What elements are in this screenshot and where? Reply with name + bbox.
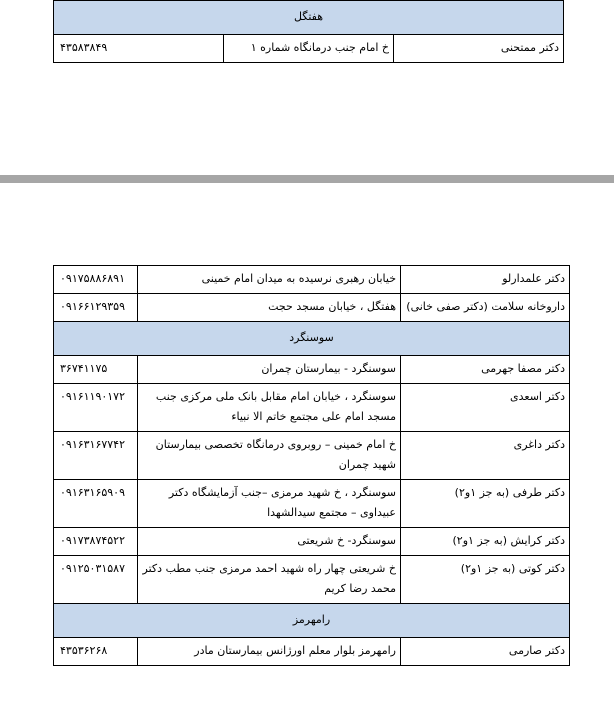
pharmacy-table-top bbox=[53, 0, 564, 63]
doctor-name: داروخانه سلامت (دکتر صفی خانی) bbox=[401, 294, 570, 322]
doctor-name: دکتر صارمی bbox=[401, 638, 570, 666]
phone-number: ۴۳۵۸۳۸۴۹ bbox=[54, 35, 224, 63]
phone-number: ۰۹۱۶۶۱۲۹۳۵۹ bbox=[54, 294, 138, 322]
table-row bbox=[54, 294, 570, 322]
section-title: هفتگل bbox=[54, 1, 564, 35]
table-row bbox=[54, 432, 570, 480]
address: خیابان رهبری نرسیده به میدان امام خمینی bbox=[138, 266, 401, 294]
table-row bbox=[54, 480, 570, 528]
address: خ امام خمینی – روبروی درمانگاه تخصصی بیمارستان شهید چمران bbox=[138, 432, 401, 480]
address: سوسنگرد ، خ شهید مرمزی –جنب آزمایشگاه دکتر عبیداوی – مجتمع سیدالشهدا bbox=[138, 480, 401, 528]
doctor-name: دکتر طرفی (به جز ۱و۲) bbox=[401, 480, 570, 528]
phone-number: ۰۹۱۶۳۱۶۵۹۰۹ bbox=[54, 480, 138, 528]
doctor-name: دکتر مصفا جهرمی bbox=[401, 356, 570, 384]
phone-number: ۰۹۱۷۵۸۸۶۸۹۱ bbox=[54, 266, 138, 294]
section-header-row bbox=[54, 322, 570, 356]
doctor-name: دکتر کرایش (به جز ۱و۲) bbox=[401, 528, 570, 556]
section-title: رامهرمز bbox=[54, 604, 570, 638]
doctor-name: دکتر داغری bbox=[401, 432, 570, 480]
doctor-name: دکتر اسعدی bbox=[401, 384, 570, 432]
phone-number: ۰۹۱۶۳۱۶۷۷۴۲ bbox=[54, 432, 138, 480]
table-row bbox=[54, 384, 570, 432]
address: رامهرمز بلوار معلم اورژانس بیمارستان مادر bbox=[138, 638, 401, 666]
table-row bbox=[54, 638, 570, 666]
section-header-row bbox=[54, 1, 564, 35]
phone-number: ۰۹۱۷۳۸۷۴۵۲۲ bbox=[54, 528, 138, 556]
table-row bbox=[54, 35, 564, 63]
pharmacy-table-main bbox=[53, 265, 570, 666]
phone-number: ۳۶۷۴۱۱۷۵ bbox=[54, 356, 138, 384]
address: خ امام جنب درمانگاه شماره ۱ bbox=[224, 35, 394, 63]
address: سوسنگرد- خ شریعتی bbox=[138, 528, 401, 556]
phone-number: ۰۹۱۶۱۱۹۰۱۷۲ bbox=[54, 384, 138, 432]
phone-number: ۰۹۱۲۵۰۳۱۵۸۷ bbox=[54, 556, 138, 604]
page-divider bbox=[0, 175, 614, 183]
address: سوسنگرد - بیمارستان چمران bbox=[138, 356, 401, 384]
doctor-name: دکتر ممتحنی bbox=[394, 35, 564, 63]
address: سوسنگرد ، خیابان امام مقابل بانک ملی مرکزی جنب مسجد امام علی مجتمع خاتم الا نبیاء bbox=[138, 384, 401, 432]
doctor-name: دکتر علمدارلو bbox=[401, 266, 570, 294]
table-row bbox=[54, 356, 570, 384]
table-row bbox=[54, 528, 570, 556]
section-header-row bbox=[54, 604, 570, 638]
address: خ شریعتی چهار راه شهید احمد مرمزی جنب مطب دکتر محمد رضا کریم bbox=[138, 556, 401, 604]
doctor-name: دکتر کوتی (به جز ۱و۲) bbox=[401, 556, 570, 604]
address: هفتگل ، خیابان مسجد حجت bbox=[138, 294, 401, 322]
section-title: سوسنگرد bbox=[54, 322, 570, 356]
phone-number: ۴۳۵۳۶۲۶۸ bbox=[54, 638, 138, 666]
table-row bbox=[54, 556, 570, 604]
table-row bbox=[54, 266, 570, 294]
